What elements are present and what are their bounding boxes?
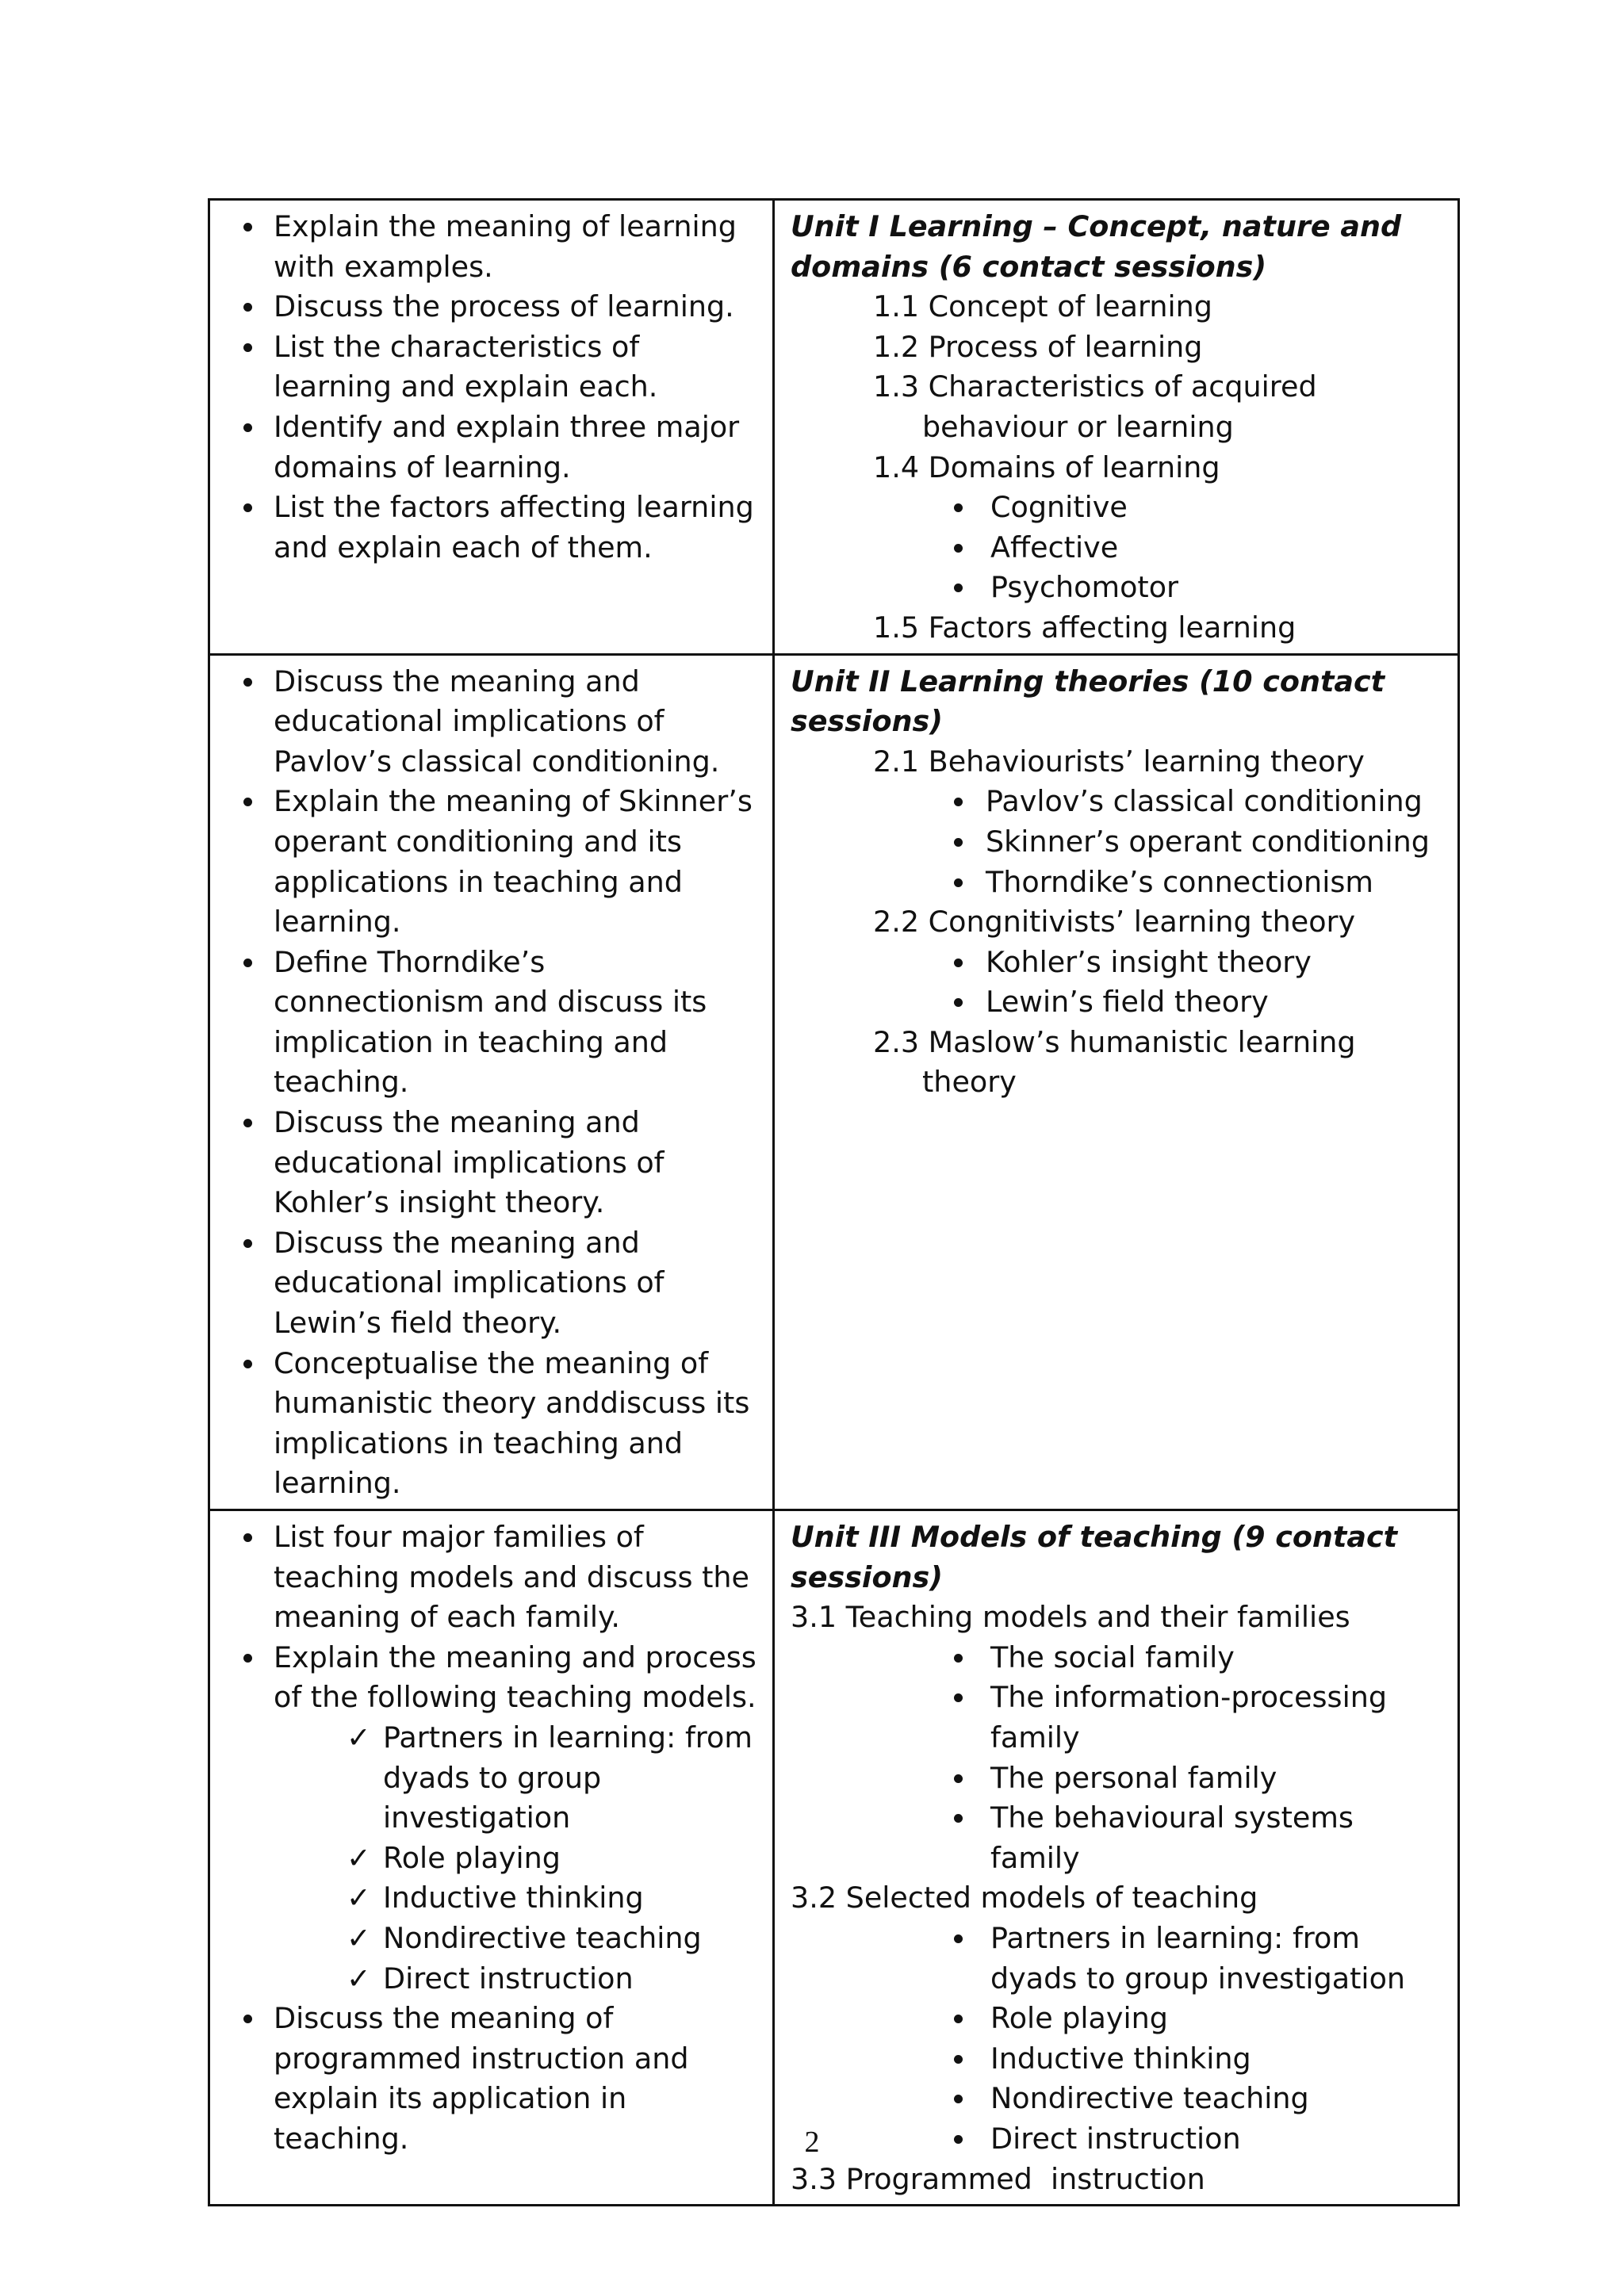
objective-item: Explain the meaning of learning with examples. [224,207,758,287]
content-bullet: Lewin’s field theory [791,982,1443,1023]
content-item [791,327,1443,368]
checklist-item-text: Nondirective teaching [383,1920,702,1955]
objective-item: Discuss the meaning and educational implications of Kohler’s insight theory. [224,1103,758,1223]
objective-item: Discuss the meaning and educational implications of Lewin’s field theory. [224,1223,758,1344]
content-cell [774,654,1459,1510]
content-sublist [791,782,1443,902]
objectives-list [224,1517,758,1718]
objective-item: Conceptualise the meaning of humanistic theory anddiscuss its implications in teaching and learning. [224,1344,758,1504]
content-sublist [791,943,1443,1023]
content-item-text: 1.5 Factors affecting learning [873,610,1297,645]
unit-row [209,1510,1459,2206]
content-item [791,1023,1443,1103]
content-cell [774,1510,1459,2206]
checkmark-icon: ✓ [347,1881,371,1915]
content-item-text: 2.2 Congnitivists’ learning theory [873,905,1356,939]
content-bullet: Kohler’s insight theory [791,943,1443,983]
unit-row [209,654,1459,1510]
checkmark-icon: ✓ [347,1720,371,1755]
checklist-item-text: Role playing [383,1840,561,1875]
content-bullet: Role playing [791,1999,1443,2039]
content-bullet: Affective [791,528,1443,568]
content-item [791,287,1443,327]
content-bullet: The social family [791,1638,1443,1678]
checklist-item [224,1718,758,1839]
unit-heading: Unit II Learning theories (10 contact sessions) [791,664,1385,739]
content-bullet: Skinner’s operant conditioning [791,822,1443,863]
content-bullet: Cognitive [791,488,1443,528]
checklist-item [224,1839,758,1879]
content-item [791,448,1443,488]
objective-item: List the characteristics of learning and explain each. [224,327,758,408]
objective-item: Discuss the meaning of programmed instruction and explain its application in teaching. [224,1999,758,2159]
content-item-text: 2.1 Behaviourists’ learning theory [873,744,1365,779]
content-item [791,902,1443,943]
page-number: 2 [804,2126,820,2159]
content-item [791,367,1443,447]
content-item [791,608,1443,649]
content-bullet: Inductive thinking [791,2039,1443,2080]
content-bullet: Pavlov’s classical conditioning [791,782,1443,822]
objective-item: Explain the meaning and process of the following teaching models. [224,1638,758,1718]
checklist-item [224,1878,758,1919]
objective-item: Discuss the meaning and educational implications of Pavlov’s classical conditioning. [224,662,758,783]
content-bullet: Thorndike’s connectionism [791,863,1443,903]
objective-item: Discuss the process of learning. [224,287,758,327]
checklist [224,1718,758,1999]
checklist-item-text: Partners in learning: from dyads to group investigation [383,1720,753,1835]
objective-item: Define Thorndike’s connectionism and discuss its implication in teaching and teaching. [224,943,758,1103]
content-item-text: 2.3 Maslow’s humanistic learning theory [873,1024,1356,1100]
content-item-text: 1.1 Concept of learning [873,289,1212,324]
syllabus-table [208,198,1460,2206]
content-item-text: 1.4 Domains of learning [873,450,1220,484]
checklist-item [224,1959,758,1999]
content-bullet: The behavioural systems family [791,1798,1443,1878]
content-item-text: 3.2 Selected models of teaching [791,1881,1258,1915]
objective-item: List four major families of teaching models and discuss the meaning of each family. [224,1517,758,1638]
objective-item: Identify and explain three major domains of learning. [224,408,758,488]
content-sublist [791,488,1443,608]
content-bullet: Nondirective teaching [791,2079,1443,2119]
content-sublist [791,1919,1443,2160]
content-cell [774,200,1459,655]
objective-item: List the factors affecting learning and explain each of them. [224,488,758,568]
content-bullet: Partners in learning: from dyads to group investigation [791,1919,1443,1999]
content-bullet: Direct instruction [791,2119,1443,2160]
content-item [791,742,1443,783]
checklist-item [224,1919,758,1959]
objective-item: Explain the meaning of Skinner’s operant conditioning and its applications in teaching and learning. [224,782,758,942]
objectives-cell [209,654,774,1510]
content-bullet: Psychomotor [791,568,1443,608]
objectives-list [224,662,758,1504]
objectives-cell [209,1510,774,2206]
content-item-text: 1.3 Characteristics of acquired behaviour or learning [873,369,1317,444]
checklist-item-text: Inductive thinking [383,1881,644,1915]
checkmark-icon: ✓ [347,1840,371,1875]
checkmark-icon: ✓ [347,1961,371,1996]
unit-heading: Unit I Learning – Concept, nature and domains (6 contact sessions) [791,209,1402,284]
content-bullet: The personal family [791,1758,1443,1799]
content-item-text: 3.3 Programmed instruction [791,2161,1205,2196]
content-item-text: 3.1 Teaching models and their families [791,1600,1350,1635]
content-item-text: 1.2 Process of learning [873,329,1203,364]
unit-heading: Unit III Models of teaching (9 contact sessions) [791,1520,1398,1594]
content-sublist [791,1638,1443,1879]
objectives-cell [209,200,774,655]
checklist-item-text: Direct instruction [383,1961,634,1996]
objectives-list [224,207,758,568]
checkmark-icon: ✓ [347,1920,371,1955]
unit-row [209,200,1459,655]
content-bullet: The information-processing family [791,1678,1443,1758]
